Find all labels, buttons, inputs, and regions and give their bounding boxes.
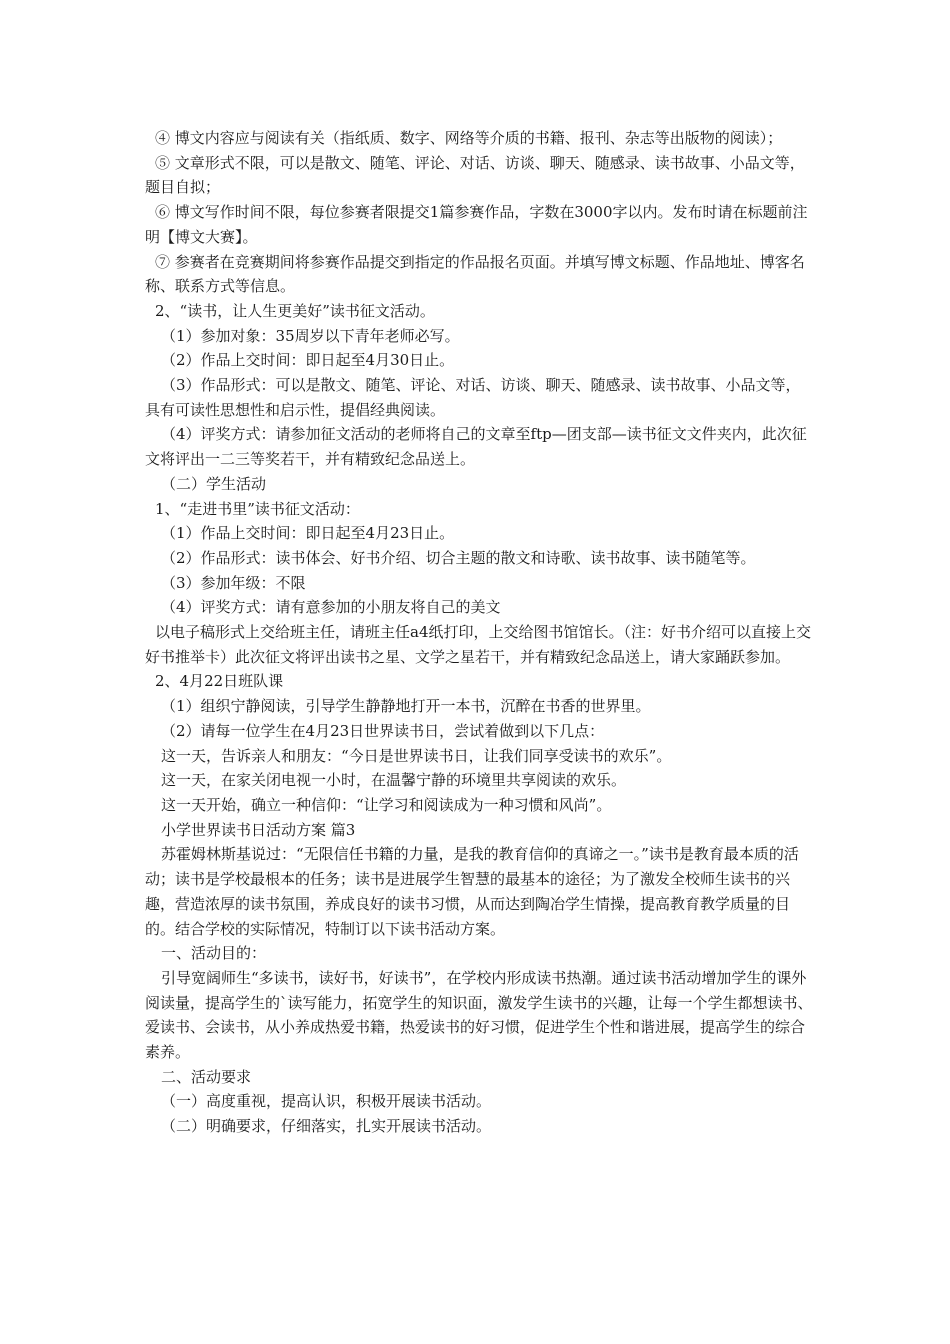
paragraph-grades: （3）参加年级：不限 bbox=[161, 573, 306, 592]
paragraph-work-format: （3）作品形式：可以是散文、随笔、评论、对话、访谈、聊天、随感录、读书故事、小品文等，具有可读性思想性和启示性，提倡经典阅读。 bbox=[145, 376, 801, 419]
paragraph-award-method: （4）评奖方式：请参加征文活动的老师将自己的文章至ftp—团支部—读书征文文件夹内，此次征文将评出一二三等奖若干，并有精致纪念品送上。 bbox=[145, 425, 807, 469]
section-heading-purpose: 一、活动目的： bbox=[161, 944, 267, 963]
paragraph-student-format: （2）作品形式：读书体会、好书介绍、切合主题的散文和诗歌、读书故事、读书随笔等。 bbox=[161, 548, 756, 567]
paragraph-introduction: 苏霍姆林斯基说过：“无限信任书籍的力量，是我的教育信仰的真谛之一。”读书是教育最本质的活动；读书是学校最根本的任务；读书是进展学生智慧的最基本的途径；为了激发全校师生读书的兴趣，营造浓厚的读书氛围，养成良好的读书习惯，从而达到陶冶学生情操，提高教育教学质量的目的。结合学校的实际情况，特制订以下读书活动方案。 bbox=[145, 845, 799, 938]
paragraph-deadline: （2）作品上交时间：即日起至4月30日止。 bbox=[161, 351, 455, 370]
paragraph-participants: （1）参加对象：35周岁以下青年老师必写。 bbox=[161, 326, 460, 345]
paragraph-rule-5: ⑤ 文章形式不限，可以是散文、随笔、评论、对话、访谈、聊天、随感录、读书故事、小品文等，题目自拟； bbox=[145, 153, 805, 197]
paragraph-reading-day: （2）请每一位学生在4月23日世界读书日，尝试着做到以下几点： bbox=[161, 721, 605, 740]
paragraph-rule-4: ④ 博文内容应与阅读有关（指纸质、数字、网络等介质的书籍、报刊、杂志等出版物的阅读）； bbox=[155, 129, 783, 147]
document-body bbox=[145, 126, 815, 1139]
paragraph-requirement-1: （一）高度重视，提高认识，积极开展读书活动。 bbox=[161, 1092, 492, 1111]
paragraph-student-deadline: （1）作品上交时间：即日起至4月23日止。 bbox=[161, 524, 455, 543]
paragraph-tell-family: 这一天，告诉亲人和朋友：“今日是世界读书日，让我们同享受读书的欢乐”。 bbox=[161, 746, 672, 765]
paragraph-belief: 这一天开始，确立一种信仰：“让学习和阅读成为一种习惯和风尚”。 bbox=[161, 795, 612, 814]
section-heading-student-activities: （二）学生活动 bbox=[161, 474, 267, 493]
paragraph-submission-details: 以电子稿形式上交给班主任，请班主任a4纸打印，上交给图书馆馆长。（注：好书介绍可以直接上交好书推举卡）此次征文将评出读书之星、文学之星若干，并有精致纪念品送上，请大家踊跃参加。 bbox=[145, 623, 811, 666]
section-heading-essay-activity: 2、“读书，让人生更美好”读书征文活动。 bbox=[155, 301, 435, 320]
paragraph-student-award: （4）评奖方式：请有意参加的小朋友将自己的美文 bbox=[161, 598, 501, 617]
paragraph-purpose: 引导宽阔师生“多读书，读好书，好读书”，在学校内形成读书热潮。通过读书活动增加学生的课外阅读量，提高学生的`读写能力，拓宽学生的知识面，激发学生读书的兴趣，让每一个学生都想读书、爱读书、会读书，从小养成热爱书籍，热爱读书的好习惯，促进学生个性和谐进展，提高学生的综合素养。 bbox=[145, 968, 813, 1062]
section-heading-requirements: 二、活动要求 bbox=[161, 1067, 252, 1086]
paragraph-rule-7: ⑦ 参赛者在竞赛期间将参赛作品提交到指定的作品报名页面。并填写博文标题、作品地址、博客名称、联系方式等信息。 bbox=[145, 252, 805, 296]
paragraph-requirement-2: （二）明确要求，仔细落实，扎实开展读书活动。 bbox=[161, 1117, 492, 1136]
paragraph-turn-off-tv: 这一天，在家关闭电视一小时，在温馨宁静的环境里共享阅读的欢乐。 bbox=[161, 771, 627, 790]
paragraph-quiet-reading: （1）组织宁静阅读，引导学生静静地打开一本书，沉醉在书香的世界里。 bbox=[161, 697, 651, 716]
section-title-plan-3: 小学世界读书日活动方案 篇3 bbox=[161, 820, 356, 839]
section-heading-class-meeting: 2、4月22日班队课 bbox=[155, 672, 284, 691]
section-heading-into-books: 1、“走进书里”读书征文活动： bbox=[155, 499, 360, 518]
paragraph-rule-6: ⑥ 博文写作时间不限，每位参赛者限提交1篇参赛作品，字数在3000字以内。发布时请在标题前注明【博文大赛】。 bbox=[145, 203, 808, 246]
